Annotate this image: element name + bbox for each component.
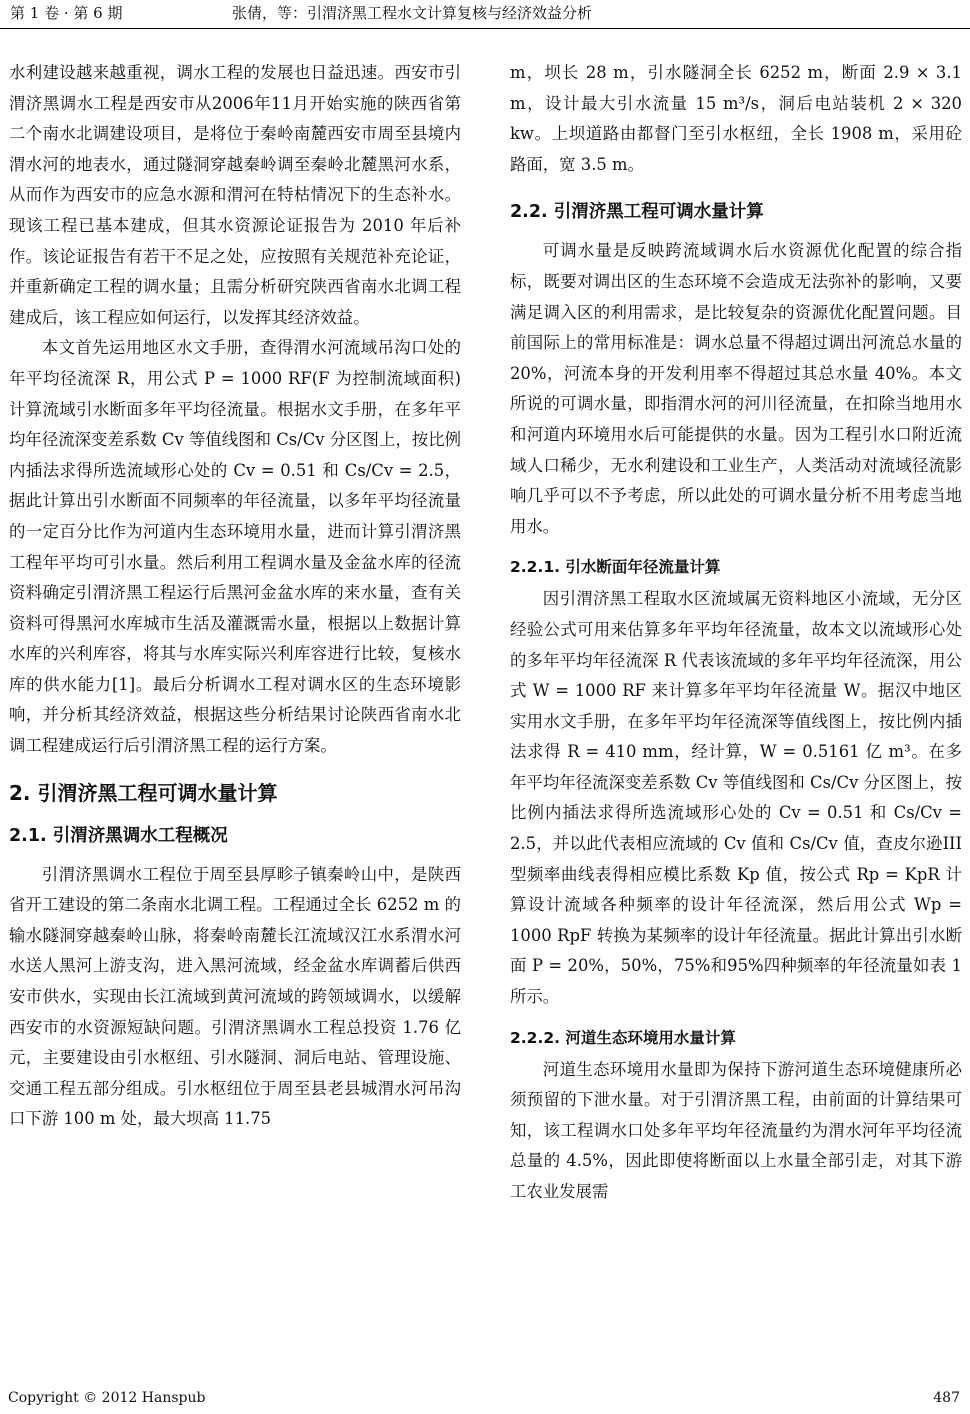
section-2-1-paragraph-continued: m，坝长 28 m，引水隧洞全长 6252 m，断面 2.9 × 3.1 m，设计最大引水流量 15 m³/s，洞后电站装机 2 × 320 kw。上坝道路由都督门至引水枢纽，全长 1908 m，采用砼路面，宽 3.5 m。 <box>510 63 962 174</box>
page-number: 487 <box>933 1390 960 1406</box>
running-title: 张倩，等：引渭济黑工程水文计算复核与经济效益分析 <box>232 4 593 22</box>
section-2-1-heading: 2.1. 引渭济黑调水工程概况 <box>9 825 228 846</box>
left-column <box>9 58 461 1368</box>
intro-paragraph-2: 本文首先运用地区水文手册，查得渭水河流域吊沟口处的年平均径流深 R，用公式 P = 1000 RF(F 为控制流域面积)计算流域引水断面多年平均径流量。根据水文手册，在多年平均年径流深变差系数 Cv 等值线图和 Cs/Cv 分区图上，按比例内插法求得所选流域形心处的 Cv = 0.51 和 Cs/Cv = 2.5，据此计算出引水断面不同频率的年径流量，以多年平均径流量的一定百分比作为河道内生态环境用水量，进而计算引渭济黑工程年平均可引水量。然后利用工程调水量及金盆水库的径流资料确定引渭济黑工程运行后黑河金盆水库的来水量，查有关资料可得黑河水库城市生活及灌溉需水量，根据以上数据计算水库的兴利库容，将其与水库实际兴利库容进行比较，复核水库的供水能力[1]。最后分析调水工程对调水区的生态环境影响，并分析其经济效益，根据这些分析结果讨论陕西省南水北调工程建成运行后引渭济黑工程的运行方案。 <box>9 338 461 756</box>
section-2-1-paragraph: 引渭济黑调水工程位于周至县厚畛子镇秦岭山中，是陕西省开工建设的第二条南水北调工程。工程通过全长 6252 m 的输水隧洞穿越秦岭山脉，将秦岭南麓长江流域汉江水系渭水河水送人黑河上游支沟，进入黑河流域，经金盆水库调蓄后供西安市供水，实现由长江流域到黄河流域的跨领域调水，以缓解西安市的水资源短缺问题。引渭济黑调水工程总投资 1.76 亿元，主要建设由引水枢纽、引水隧洞、洞后电站、管理设施、交通工程五部分组成。引水枢纽位于周至县老县城渭水河吊沟口下游 100 m 处，最大坝高 11.75 <box>9 864 461 1129</box>
section-2-2-1-heading: 2.2.1. 引水断面年径流量计算 <box>510 558 721 577</box>
section-2-2-2-paragraph: 河道生态环境用水量即为保持下游河道生态环境健康所必须预留的下泄水量。对于引渭济黑工程，由前面的计算结果可知，该工程调水口处多年平均年径流量约为渭水河年平均径流总量的 4.5%，因此即使将断面以上水量全部引走，对其下游工农业发展需 <box>510 1059 962 1201</box>
copyright-notice: Copyright © 2012 Hanspub <box>8 1390 206 1406</box>
section-2-2-2-heading: 2.2.2. 河道生态环境用水量计算 <box>510 1028 736 1047</box>
section-2-2-1-paragraph: 因引渭济黑工程取水区流域属无资料地区小流域，无分区经验公式可用来估算多年平均年径流量，故本文以流域形心处的多年平均年径流深 R 代表该流域的多年平均年径流深，用公式 W = 1000 RF 来计算多年平均年径流量 W。据汉中地区实用水文手册，在多年平均年径流深等值线图上，按比例内插法求得 R = 410 mm，经计算，W = 0.5161 亿 m³。在多年平均年径流深变差系数 Cv 等值线图和 Cs/Cv 分区图上，按比例内插法求得所选流域形心处的 Cv = 0.51 和 Cs/Cv = 2.5，并以此代表相应流域的 Cv 值和 Cs/Cv 值，查皮尔逊III型频率曲线表得相应模比系数 Kp 值，按公式 Rp = KpR 计算设计流域各种频率的设计年径流深，然后用公式 Wp = 1000 RpF 转换为某频率的设计年径流量。据此计算出引水断面 P = 20%，50%，75%和95%四种频率的年径流量如表 1 所示。 <box>510 589 962 1007</box>
intro-paragraph-1: 水利建设越来越重视，调水工程的发展也日益迅速。西安市引渭济黑调水工程是西安市从2006年11月开始实施的陕西省第二个南水北调建设项目，是将位于秦岭南麓西安市周至县境内渭水河的地表水，通过隧洞穿越秦岭调至秦岭北麓黑河水系，从而作为西安市的应急水源和渭河在特枯情况下的生态补水。现该工程已基本建成，但其水资源论证报告为 2010 年后补作。该论证报告有若干不足之处，应按照有关规范补充论证，并重新确定工程的调水量；且需分析研究陕西省南水北调工程建成后，该工程应如何运行，以发挥其经济效益。 <box>9 63 461 327</box>
section-2-2-paragraph: 可调水量是反映跨流域调水后水资源优化配置的综合指标，既要对调出区的生态环境不会造成无法弥补的影响，又要满足调入区的利用需求，是比较复杂的资源优化配置问题。目前国际上的常用标准是：调水总量不得超过调出河流总水量的 20%，河流本身的开发利用率不得超过其总水量 40%。本文所说的可调水量，即指渭水河的河川径流量，在扣除当地用水和河道内环境用水后可能提供的水量。因为工程引水口附近流域人口稀少，无水利建设和工业生产，人类活动对流域径流影响几乎可以不予考虑，所以此处的可调水量分析不用考虑当地用水。 <box>510 241 962 536</box>
right-column <box>510 58 962 1368</box>
journal-issue: 第 1 卷 · 第 6 期 <box>10 4 123 22</box>
section-2-heading: 2. 引渭济黑工程可调水量计算 <box>9 780 278 805</box>
page-header <box>0 0 970 30</box>
section-2-2-heading: 2.2. 引渭济黑工程可调水量计算 <box>510 202 764 223</box>
page-footer <box>0 1388 970 1412</box>
header-rule <box>0 28 970 29</box>
